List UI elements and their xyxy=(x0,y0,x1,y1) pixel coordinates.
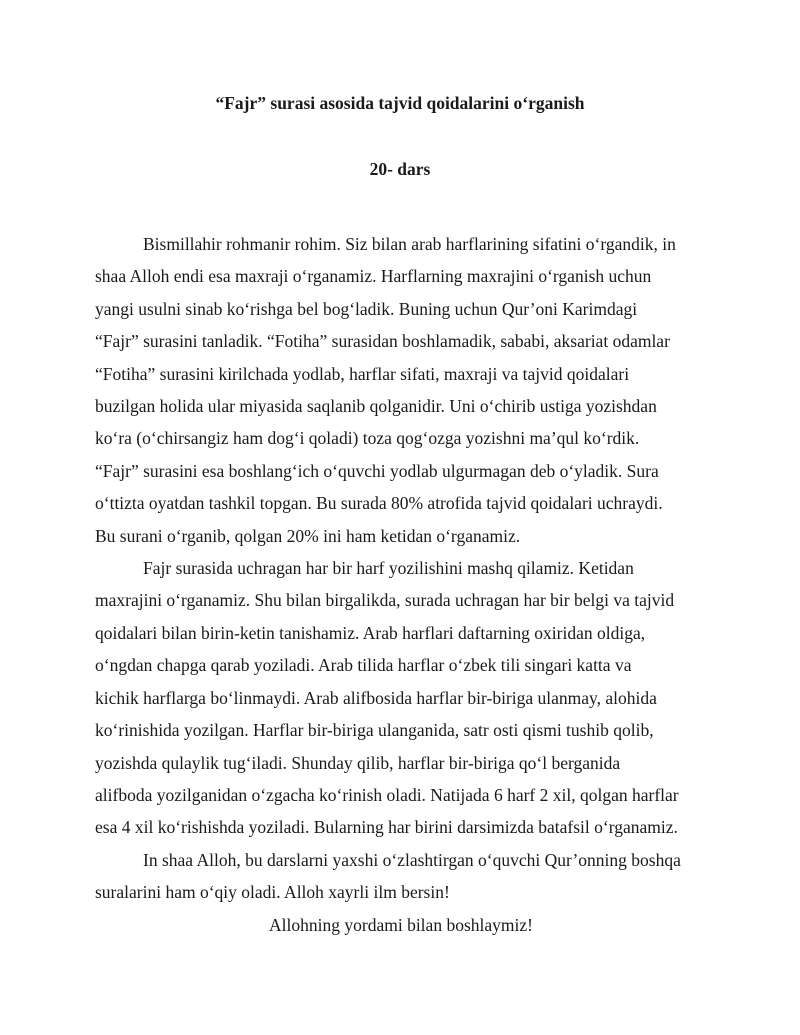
closing-line: Allohning yordami bilan boshlaymiz! xyxy=(269,914,533,935)
text-line: alifboda yozilganidan o‘zgacha ko‘rinish oladi. Natijada 6 harf 2 xil, qolgan harflar xyxy=(95,784,679,805)
text-line: o‘ngdan chapga qarab yoziladi. Arab tilida harflar o‘zbek tili singari katta va xyxy=(95,655,632,676)
lesson-number: 20- dars xyxy=(369,159,431,179)
text-line: o‘ttizta oyatdan tashkil topgan. Bu surada 80% atrofida tajvid qoidalari uchraydi. xyxy=(95,493,663,514)
text-line: ko‘rinishida yozilgan. Harflar bir-biriga ulanganida, satr osti qismi tushib qolib, xyxy=(95,720,654,741)
text-line: Fajr surasida uchragan har bir harf yozilishini mashq qilamiz. Ketidan xyxy=(143,558,634,579)
document-title: “Fajr” surasi asosida tajvid qoidalarini o‘rganish xyxy=(215,93,585,113)
text-line: yozishda qulaylik tug‘iladi. Shunday qilib, harflar bir-biriga qo‘l berganida xyxy=(95,752,621,773)
text-line: Bismillahir rohmanir rohim. Siz bilan arab harflarining sifatini o‘rgandik, in xyxy=(143,234,676,254)
document-body xyxy=(95,228,707,941)
text-line: esa 4 xil ko‘rishishda yoziladi. Bularning har birini darsimizda batafsil o‘rganamiz. xyxy=(95,817,678,838)
text-line: maxrajini o‘rganamiz. Shu bilan birgalikda, surada uchragan har bir belgi va tajvid xyxy=(95,590,675,611)
text-line: shaa Alloh endi esa maxraji o‘rganamiz. Harflarning maxrajini o‘rganish uchun xyxy=(95,266,652,287)
text-line: suralarini ham o‘qiy oladi. Alloh xayrli ilm bersin! xyxy=(95,882,450,903)
text-line: In shaa Alloh, bu darslarni yaxshi o‘zlashtirgan o‘quvchi Qur’onning boshqa xyxy=(143,849,681,870)
text-line: ko‘ra (o‘chirsangiz ham dog‘i qoladi) toza qog‘ozga yozishni ma’qul ko‘rdik. xyxy=(95,428,640,449)
text-line: Bu surani o‘rganib, qolgan 20% ini ham ketidan o‘rganamiz. xyxy=(95,525,521,546)
paragraph xyxy=(95,552,707,844)
text-line: “Fajr” surasini esa boshlang‘ich o‘quvchi yodlab ulgurmagan deb o‘yladik. Sura xyxy=(95,460,659,481)
text-line: kichik harflarga bo‘linmaydi. Arab alifbosida harflar bir-biriga ulanmay, alohida xyxy=(95,687,657,708)
text-line: buzilgan holida ular miyasida saqlanib qolganidir. Uni o‘chirib ustiga yozishdan xyxy=(95,396,657,417)
paragraph xyxy=(95,228,707,552)
text-line: yangi usulni sinab ko‘rishga bel bog‘ladik. Buning uchun Qur’oni Karimdagi xyxy=(95,298,638,319)
text-line: “Fajr” surasini tanladik. “Fotiha” surasidan boshlamadik, sababi, aksariat odamlar xyxy=(95,331,670,352)
paragraph xyxy=(95,844,707,909)
text-line: “Fotiha” surasini kirilchada yodlab, harflar sifati, maxraji va tajvid qoidalari xyxy=(95,363,630,384)
text-line: qoidalari bilan birin-ketin tanishamiz. Arab harflari daftarning oxiridan oldiga, xyxy=(95,622,646,643)
